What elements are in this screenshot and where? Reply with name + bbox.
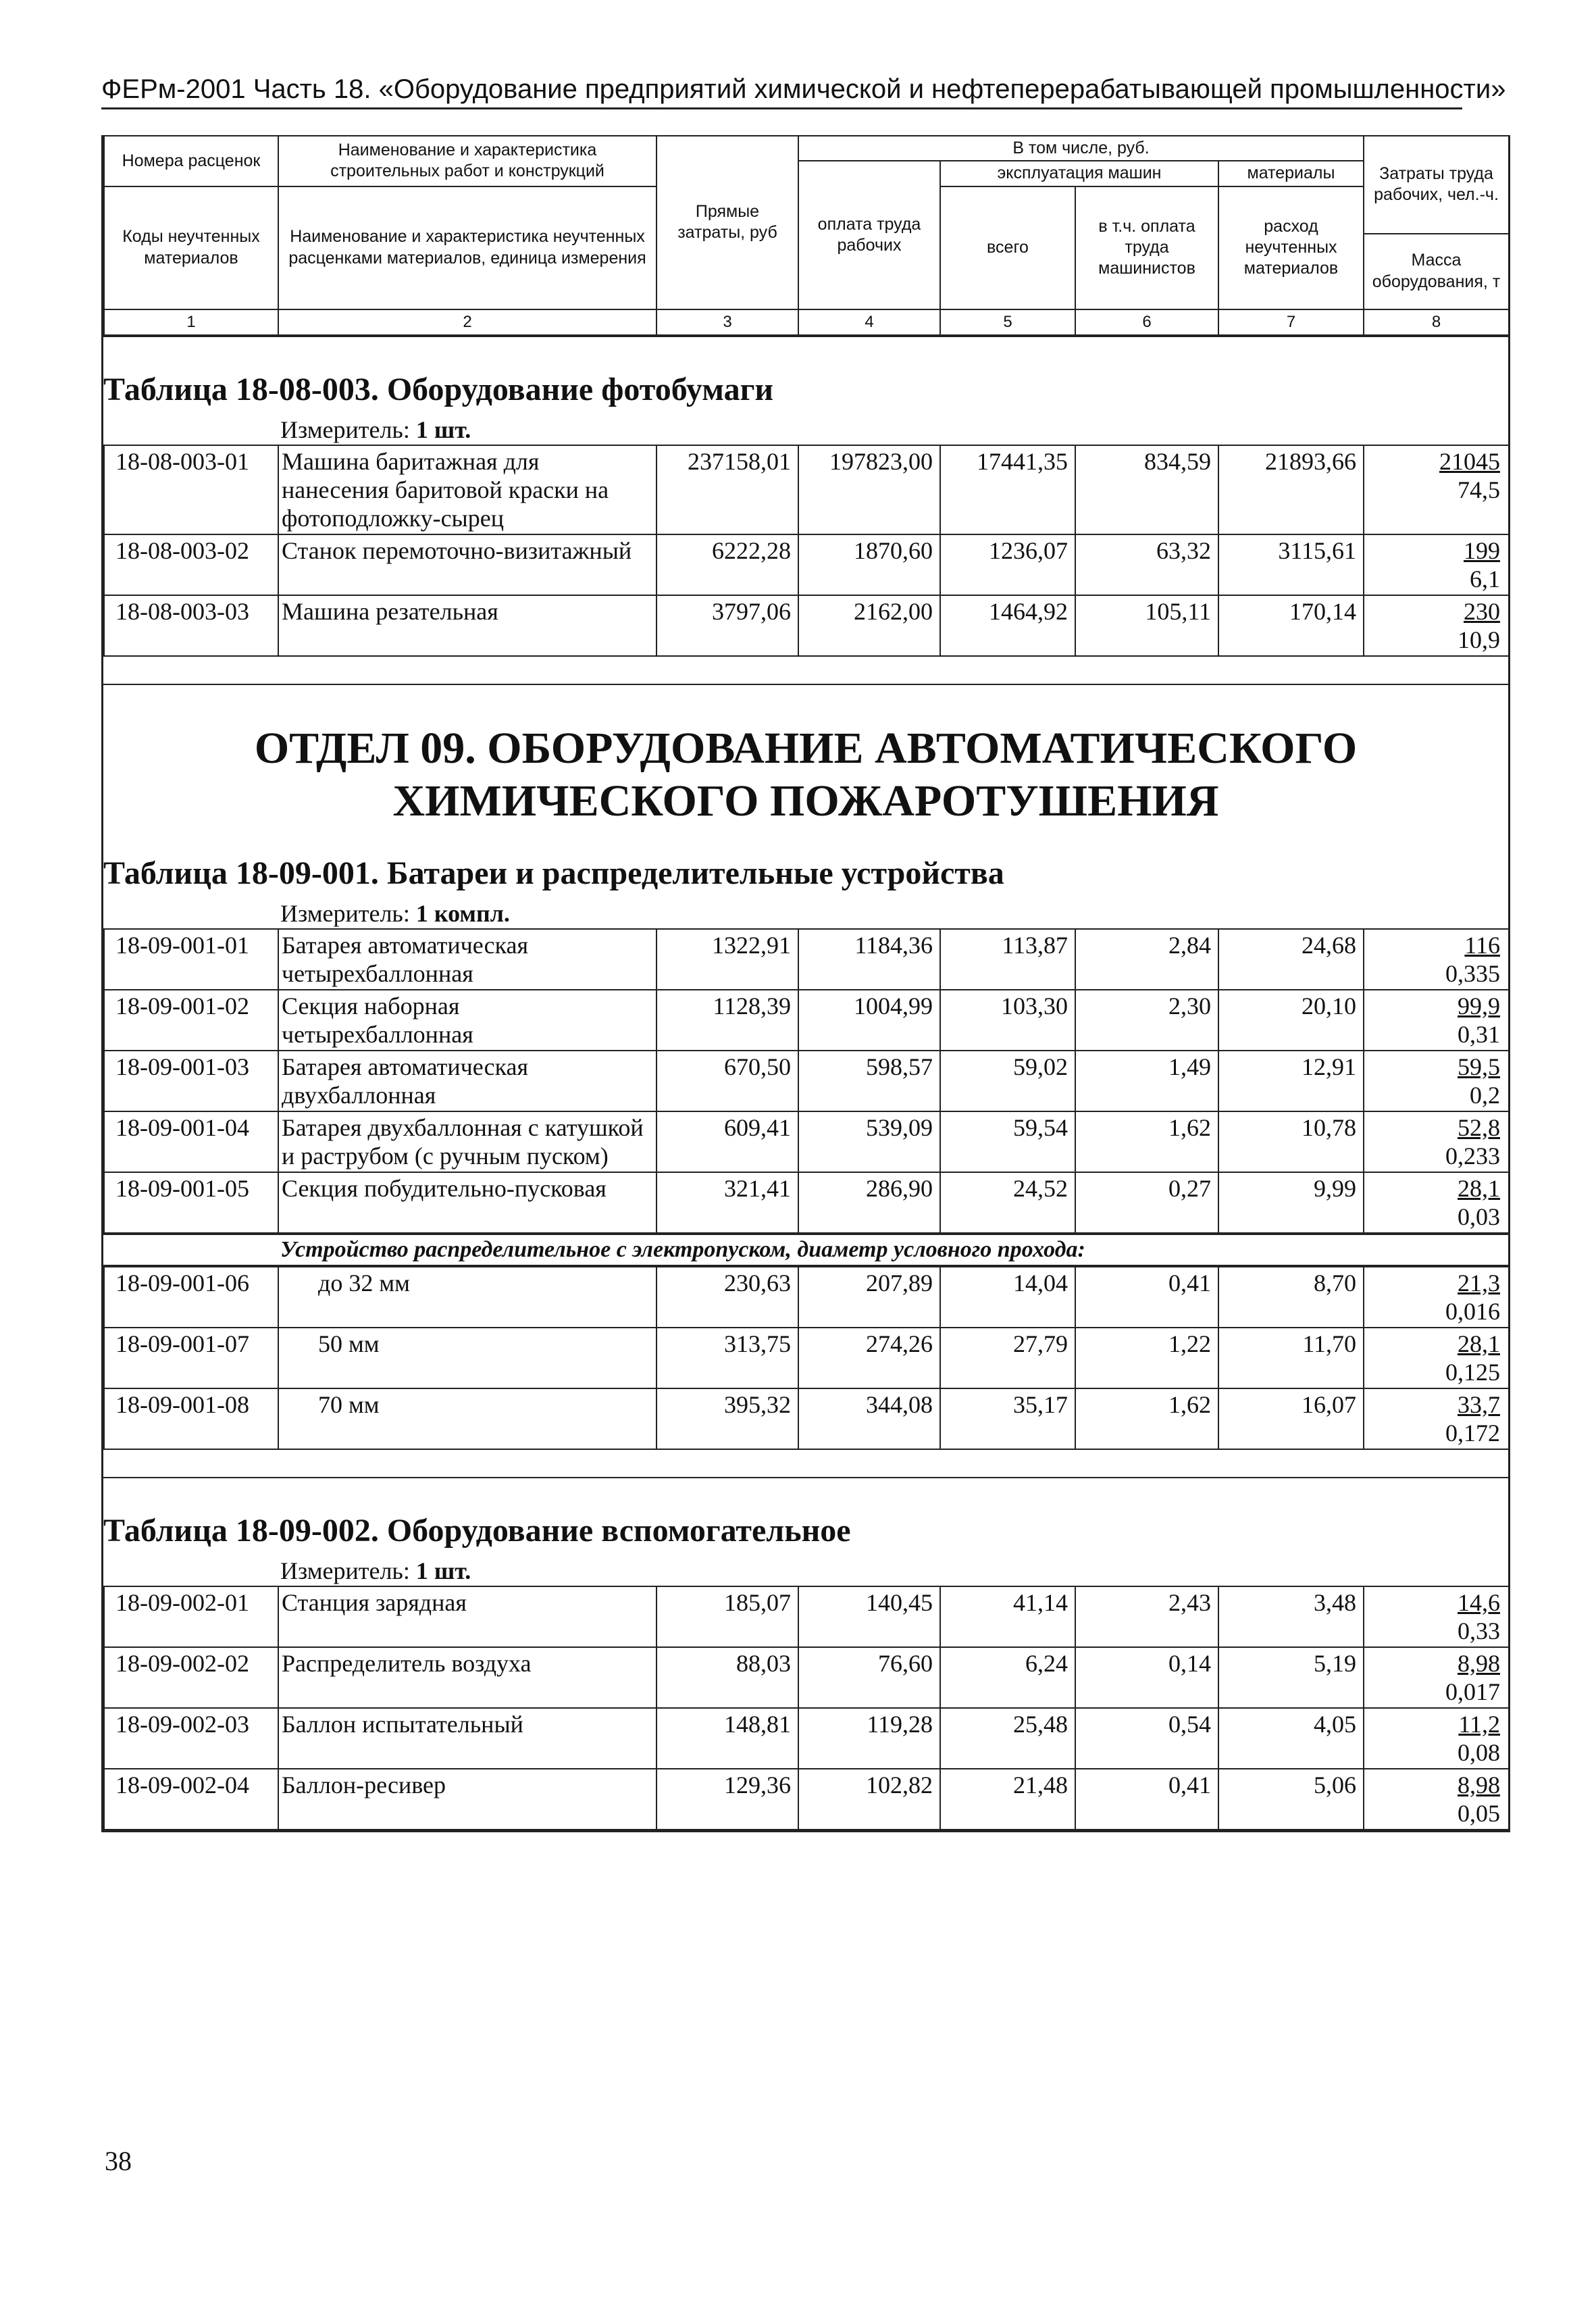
labor-hours: 59,5 — [1458, 1053, 1500, 1080]
col-mat: расход неучтенных материалов — [1218, 186, 1364, 309]
department-section — [103, 684, 1508, 834]
operator-cost: 1,62 — [1075, 1111, 1218, 1172]
col-num: 6 — [1075, 309, 1218, 335]
hours-mass — [1364, 1708, 1509, 1769]
table-title: Таблица 18-09-001. Батареи и распределительные устройства — [103, 855, 1004, 891]
hours-mass — [1364, 1388, 1509, 1449]
labor-cost: 1870,60 — [798, 534, 940, 595]
table-row — [104, 1267, 1509, 1328]
labor-hours: 33,7 — [1458, 1390, 1500, 1418]
material-cost: 16,07 — [1218, 1388, 1364, 1449]
labor-cost: 197823,00 — [798, 445, 940, 534]
hours-mass — [1364, 534, 1509, 595]
rate-code: 18-09-001-02 — [104, 990, 278, 1051]
operator-cost: 0,14 — [1075, 1647, 1218, 1708]
col-materials: материалы — [1218, 161, 1364, 186]
operator-cost: 63,32 — [1075, 534, 1218, 595]
column-header — [103, 135, 1510, 336]
rate-name: Батарея двухбаллонная с катушкой и раструбом (с ручным пуском) — [278, 1111, 657, 1172]
operator-cost: 2,84 — [1075, 929, 1218, 990]
col-num: 5 — [940, 309, 1075, 335]
direct-cost: 88,03 — [657, 1647, 798, 1708]
operator-cost: 1,49 — [1075, 1051, 1218, 1111]
material-cost: 24,68 — [1218, 929, 1364, 990]
page-number: 38 — [105, 2146, 132, 2176]
equipment-mass: 0,03 — [1458, 1203, 1500, 1230]
machine-cost: 103,30 — [940, 990, 1075, 1051]
rate-code: 18-09-001-07 — [104, 1328, 278, 1388]
hours-mass — [1364, 1111, 1509, 1172]
direct-cost: 321,41 — [657, 1172, 798, 1233]
rate-name: 70 мм — [278, 1388, 657, 1449]
labor-cost: 140,45 — [798, 1586, 940, 1647]
table-18-09-001 — [103, 834, 1508, 1477]
rates-table — [103, 928, 1510, 1234]
labor-cost: 598,57 — [798, 1051, 940, 1111]
labor-hours: 230 — [1464, 597, 1500, 625]
rate-name: Батарея автоматическая двухбаллонная — [278, 1051, 657, 1111]
material-cost: 21893,66 — [1218, 445, 1364, 534]
rate-code: 18-09-001-08 — [104, 1388, 278, 1449]
equipment-mass: 0,2 — [1470, 1081, 1500, 1109]
labor-cost: 1184,36 — [798, 929, 940, 990]
document-table — [101, 135, 1510, 1832]
rate-code: 18-08-003-03 — [104, 595, 278, 656]
operator-cost: 0,41 — [1075, 1769, 1218, 1830]
rate-code: 18-09-002-04 — [104, 1769, 278, 1830]
table-18-09-002 — [103, 1477, 1508, 1830]
table-row — [104, 595, 1509, 656]
labor-cost: 274,26 — [798, 1328, 940, 1388]
direct-cost: 609,41 — [657, 1111, 798, 1172]
labor-hours: 8,98 — [1458, 1649, 1500, 1677]
col-name-top: Наименование и характеристика строительных работ и конструкций — [278, 136, 657, 186]
labor-hours: 21,3 — [1458, 1269, 1500, 1297]
table-row — [104, 1769, 1509, 1830]
rate-code: 18-09-002-03 — [104, 1708, 278, 1769]
rate-name: до 32 мм — [278, 1267, 657, 1328]
rates-table — [103, 1586, 1510, 1830]
table-row — [104, 1586, 1509, 1647]
direct-cost: 237158,01 — [657, 445, 798, 534]
equipment-mass: 10,9 — [1458, 626, 1500, 653]
hours-mass — [1364, 1328, 1509, 1388]
labor-cost: 2162,00 — [798, 595, 940, 656]
equipment-mass: 0,335 — [1445, 959, 1500, 987]
labor-hours: 21045 — [1439, 447, 1500, 475]
direct-cost: 6222,28 — [657, 534, 798, 595]
col-direct: Прямые затраты, руб — [657, 136, 798, 309]
machine-cost: 59,02 — [940, 1051, 1075, 1111]
operator-cost: 0,41 — [1075, 1267, 1218, 1328]
hours-mass — [1364, 595, 1509, 656]
operator-cost: 1,62 — [1075, 1388, 1218, 1449]
col-num: 1 — [104, 309, 278, 335]
material-cost: 10,78 — [1218, 1111, 1364, 1172]
labor-hours: 14,6 — [1458, 1588, 1500, 1616]
equipment-mass: 0,233 — [1445, 1142, 1500, 1169]
operator-cost: 834,59 — [1075, 445, 1218, 534]
machine-cost: 14,04 — [940, 1267, 1075, 1328]
direct-cost: 313,75 — [657, 1328, 798, 1388]
rate-code: 18-08-003-01 — [104, 445, 278, 534]
equipment-mass: 0,31 — [1458, 1020, 1500, 1048]
table-row — [104, 1111, 1509, 1172]
equipment-mass: 0,172 — [1445, 1419, 1500, 1447]
table-row — [104, 534, 1509, 595]
col-codes-top: Номера расценок — [104, 136, 278, 186]
equipment-mass: 0,33 — [1458, 1617, 1500, 1644]
labor-hours: 28,1 — [1458, 1330, 1500, 1357]
hours-mass — [1364, 1267, 1509, 1328]
unit-line: Измеритель: 1 шт. — [280, 1557, 471, 1584]
unit-line: Измеритель: 1 компл. — [280, 899, 510, 927]
operator-cost: 2,43 — [1075, 1586, 1218, 1647]
rate-name: Батарея автоматическая четырехбаллонная — [278, 929, 657, 990]
rate-code: 18-08-003-02 — [104, 534, 278, 595]
col-codes-bottom: Коды неучтенных материалов — [104, 186, 278, 309]
col-labor: оплата труда рабочих — [798, 161, 940, 309]
rate-code: 18-09-001-03 — [104, 1051, 278, 1111]
rates-table — [103, 445, 1510, 657]
table-row — [104, 1328, 1509, 1388]
rate-code: 18-09-001-06 — [104, 1267, 278, 1328]
labor-hours: 199 — [1464, 536, 1500, 564]
machine-cost: 113,87 — [940, 929, 1075, 990]
col-mass: Масса оборудования, т — [1364, 234, 1509, 309]
table-title: Таблица 18-09-002. Оборудование вспомогательное — [103, 1512, 851, 1549]
rate-code: 18-09-002-01 — [104, 1586, 278, 1647]
equipment-mass: 6,1 — [1470, 565, 1500, 593]
machine-cost: 41,14 — [940, 1586, 1075, 1647]
operator-cost: 2,30 — [1075, 990, 1218, 1051]
labor-cost: 344,08 — [798, 1388, 940, 1449]
labor-cost: 207,89 — [798, 1267, 940, 1328]
direct-cost: 1128,39 — [657, 990, 798, 1051]
machine-cost: 1464,92 — [940, 595, 1075, 656]
table-row — [104, 1708, 1509, 1769]
direct-cost: 1322,91 — [657, 929, 798, 990]
rates-table — [103, 1266, 1510, 1450]
hours-mass — [1364, 1051, 1509, 1111]
labor-cost: 1004,99 — [798, 990, 940, 1051]
labor-cost: 76,60 — [798, 1647, 940, 1708]
machine-cost: 35,17 — [940, 1388, 1075, 1449]
table-row — [104, 1172, 1509, 1233]
hours-mass — [1364, 990, 1509, 1051]
material-cost: 5,19 — [1218, 1647, 1364, 1708]
machine-cost: 6,24 — [940, 1647, 1075, 1708]
material-cost: 20,10 — [1218, 990, 1364, 1051]
machine-cost: 17441,35 — [940, 445, 1075, 534]
rate-name: Секция наборная четырехбаллонная — [278, 990, 657, 1051]
table-18-08-003 — [103, 336, 1508, 684]
table-row — [104, 1647, 1509, 1708]
machine-cost: 27,79 — [940, 1328, 1075, 1388]
rate-name: Станция зарядная — [278, 1586, 657, 1647]
labor-hours: 11,2 — [1458, 1710, 1500, 1738]
table-row — [104, 1051, 1509, 1111]
unit-line: Измеритель: 1 шт. — [280, 416, 471, 443]
equipment-mass: 0,08 — [1458, 1738, 1500, 1766]
col-num: 3 — [657, 309, 798, 335]
direct-cost: 395,32 — [657, 1388, 798, 1449]
material-cost: 3,48 — [1218, 1586, 1364, 1647]
material-cost: 3115,61 — [1218, 534, 1364, 595]
col-machines: эксплуатация машин — [940, 161, 1218, 186]
equipment-mass: 0,017 — [1445, 1678, 1500, 1705]
machine-cost: 1236,07 — [940, 534, 1075, 595]
running-header: ФЕРм-2001 Часть 18. «Оборудование предприятий химической и нефтеперерабатывающей промышленности» — [101, 74, 1462, 109]
direct-cost: 185,07 — [657, 1586, 798, 1647]
material-cost: 5,06 — [1218, 1769, 1364, 1830]
labor-cost: 539,09 — [798, 1111, 940, 1172]
equipment-mass: 0,016 — [1445, 1297, 1500, 1325]
material-cost: 9,99 — [1218, 1172, 1364, 1233]
rate-name: Баллон-ресивер — [278, 1769, 657, 1830]
labor-cost: 119,28 — [798, 1708, 940, 1769]
material-cost: 4,05 — [1218, 1708, 1364, 1769]
hours-mass — [1364, 1172, 1509, 1233]
rate-code: 18-09-002-02 — [104, 1647, 278, 1708]
col-hours: Затраты труда рабочих, чел.-ч. — [1364, 136, 1509, 234]
material-cost: 8,70 — [1218, 1267, 1364, 1328]
labor-hours: 8,98 — [1458, 1771, 1500, 1799]
material-cost: 170,14 — [1218, 595, 1364, 656]
machine-cost: 24,52 — [940, 1172, 1075, 1233]
rate-name: Баллон испытательный — [278, 1708, 657, 1769]
col-group: В том числе, руб. — [798, 136, 1364, 161]
department-title: ОТДЕЛ 09. ОБОРУДОВАНИЕ АВТОМАТИЧЕСКОГО ХИМИЧЕСКОГО ПОЖАРОТУШЕНИЯ — [254, 723, 1358, 826]
rate-name: Секция побудительно-пусковая — [278, 1172, 657, 1233]
rate-name: Машина баритажная для нанесения баритовой краски на фотоподложку-сырец — [278, 445, 657, 534]
hours-mass — [1364, 929, 1509, 990]
operator-cost: 0,27 — [1075, 1172, 1218, 1233]
rate-name: Станок перемоточно-визитажный — [278, 534, 657, 595]
rate-code: 18-09-001-01 — [104, 929, 278, 990]
operator-cost: 0,54 — [1075, 1708, 1218, 1769]
col-mach-total: всего — [940, 186, 1075, 309]
direct-cost: 230,63 — [657, 1267, 798, 1328]
table-row — [104, 929, 1509, 990]
direct-cost: 670,50 — [657, 1051, 798, 1111]
labor-hours: 99,9 — [1458, 992, 1500, 1020]
equipment-mass: 0,125 — [1445, 1358, 1500, 1386]
col-num: 4 — [798, 309, 940, 335]
table-row — [104, 990, 1509, 1051]
rate-code: 18-09-001-05 — [104, 1172, 278, 1233]
hours-mass — [1364, 1647, 1509, 1708]
hours-mass — [1364, 1586, 1509, 1647]
material-cost: 11,70 — [1218, 1328, 1364, 1388]
rate-name: Машина резательная — [278, 595, 657, 656]
direct-cost: 129,36 — [657, 1769, 798, 1830]
table-row — [104, 1388, 1509, 1449]
direct-cost: 3797,06 — [657, 595, 798, 656]
hours-mass — [1364, 1769, 1509, 1830]
table-row — [104, 445, 1509, 534]
machine-cost: 25,48 — [940, 1708, 1075, 1769]
labor-hours: 116 — [1464, 931, 1500, 959]
hours-mass — [1364, 445, 1509, 534]
subheading: Устройство распределительное с электропуском, диаметр условного прохода: — [103, 1234, 1508, 1266]
col-mach-labor: в т.ч. оплата труда машинистов — [1075, 186, 1218, 309]
operator-cost: 1,22 — [1075, 1328, 1218, 1388]
machine-cost: 59,54 — [940, 1111, 1075, 1172]
equipment-mass: 0,05 — [1458, 1799, 1500, 1827]
col-num: 7 — [1218, 309, 1364, 335]
direct-cost: 148,81 — [657, 1708, 798, 1769]
labor-cost: 102,82 — [798, 1769, 940, 1830]
table-title: Таблица 18-08-003. Оборудование фотобумаги — [103, 371, 774, 407]
machine-cost: 21,48 — [940, 1769, 1075, 1830]
labor-cost: 286,90 — [798, 1172, 940, 1233]
rate-name: 50 мм — [278, 1328, 657, 1388]
col-num: 2 — [278, 309, 657, 335]
col-num: 8 — [1364, 309, 1509, 335]
rate-name: Распределитель воздуха — [278, 1647, 657, 1708]
material-cost: 12,91 — [1218, 1051, 1364, 1111]
equipment-mass: 74,5 — [1458, 476, 1500, 503]
labor-hours: 28,1 — [1458, 1174, 1500, 1202]
col-name-bottom: Наименование и характеристика неучтенных расценками материалов, единица измерения — [278, 186, 657, 309]
operator-cost: 105,11 — [1075, 595, 1218, 656]
labor-hours: 52,8 — [1458, 1113, 1500, 1141]
rate-code: 18-09-001-04 — [104, 1111, 278, 1172]
